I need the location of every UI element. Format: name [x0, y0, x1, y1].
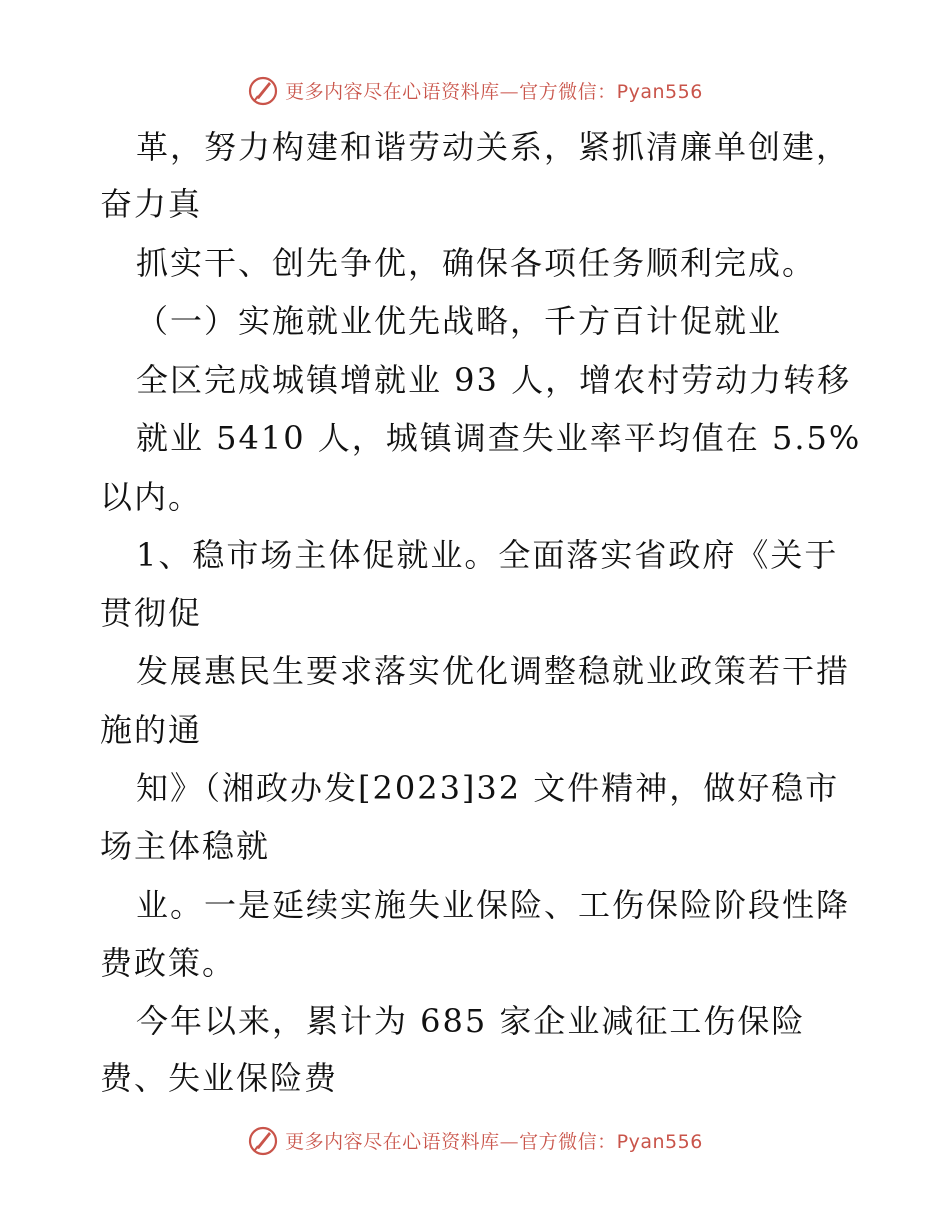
section-heading: （一）实施就业优先战略，千方百计促就业 [136, 302, 783, 340]
text-line: 就业 5410 人，城镇调查失业率平均值在 5.5% [136, 419, 862, 457]
text-line: 场主体稳就 [100, 827, 271, 865]
watermark-footer [0, 1120, 950, 1160]
text-line: 抓实干、创先争优，确保各项任务顺利完成。 [136, 244, 817, 282]
text-line: 奋力真 [100, 185, 203, 223]
text-line: 发展惠民生要求落实优化调整稳就业政策若干措 [136, 652, 851, 690]
text-line: 费、失业保险费 [100, 1059, 339, 1097]
text-line: 业。一是延续实施失业保险、工伤保险阶段性降 [136, 886, 851, 924]
text-line: 全区完成城镇增就业 93 人，增农村劳动力转移 [136, 361, 852, 399]
text-line: 今年以来，累计为 685 家企业减征工伤保险 [136, 1002, 806, 1040]
text-line: 贯彻促 [100, 594, 203, 632]
quill-logo-icon [247, 74, 279, 106]
watermark-header [0, 70, 950, 110]
watermark-text: 更多内容尽在心语资料库—官方微信：Pyan556 [285, 80, 703, 103]
quill-logo-icon [247, 1124, 279, 1156]
text-line: 1、稳市场主体促就业。全面落实省政府《关于 [136, 536, 839, 574]
text-line: 革，努力构建和谐劳动关系，紧抓清廉单创建， [136, 128, 851, 166]
watermark-text: 更多内容尽在心语资料库—官方微信：Pyan556 [285, 1130, 703, 1153]
text-line: 知》（湘政办发[2023]32 文件精神，做好稳市 [136, 769, 840, 807]
text-line: 施的通 [100, 711, 203, 749]
text-line: 费政策。 [100, 944, 237, 982]
text-line: 以内。 [100, 478, 203, 516]
